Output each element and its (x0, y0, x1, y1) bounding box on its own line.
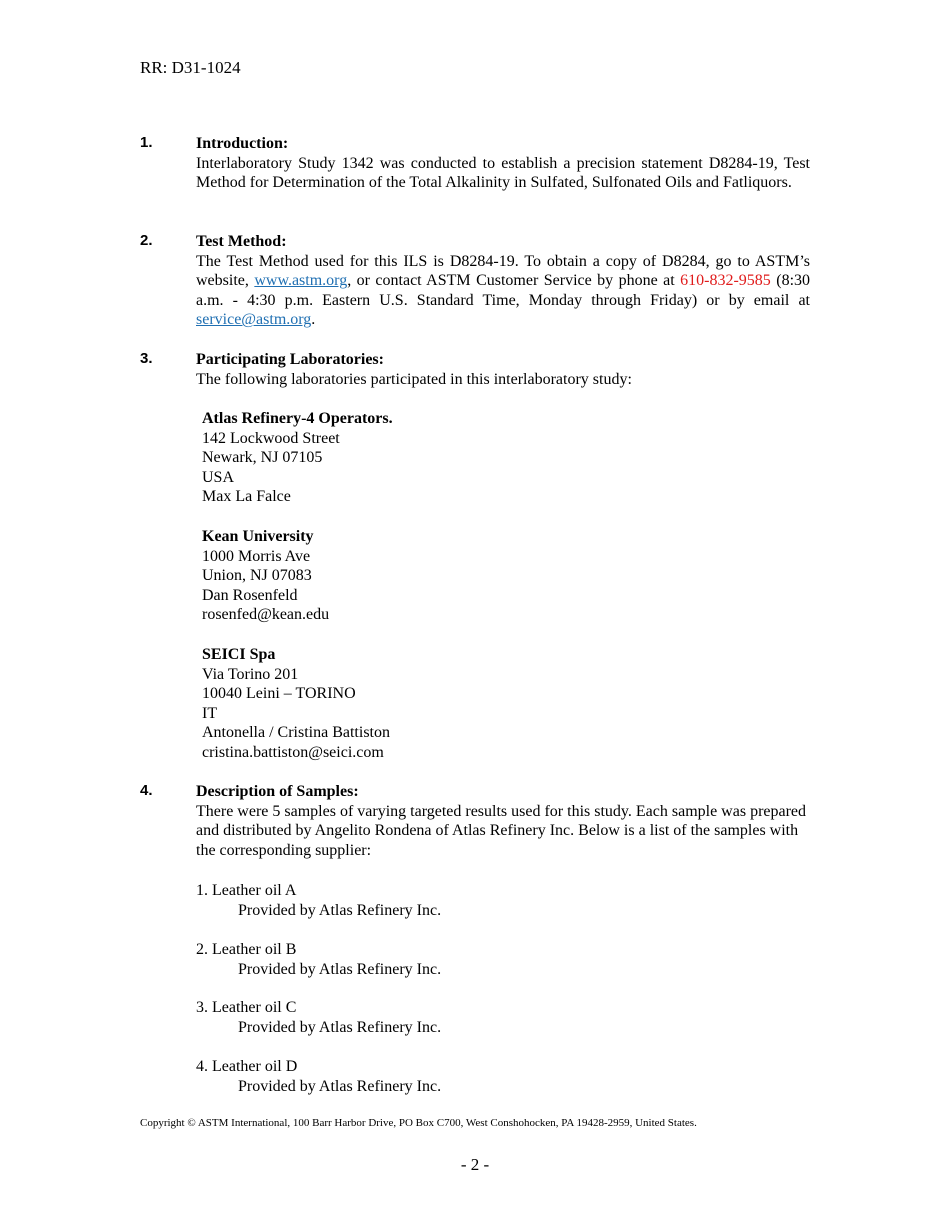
lab-line: Union, NJ 07083 (202, 567, 312, 585)
test-method-text-b: , or contact ASTM Customer Service by phone at (347, 272, 681, 290)
lab-line: IT (202, 704, 218, 722)
sample-label: 3. Leather oil C (196, 999, 297, 1016)
sample-provider: Provided by Atlas Refinery Inc. (238, 901, 442, 919)
section-test-method (196, 232, 810, 330)
introduction-text: Interlaboratory Study 1342 was conducted to establish a precision statement D8284-19, Test Method for Determination of the Total Alkalinity in Sulfated, Sulfonated Oils and Fatliquors. (196, 154, 810, 192)
lab-line: Newark, NJ 07105 (202, 449, 323, 467)
sample-label: 1. Leather oil A (196, 882, 297, 899)
section-number-samples: 4. (140, 782, 153, 799)
lab-line: Via Torino 201 (202, 665, 299, 683)
section-samples (196, 782, 810, 860)
section-number-labs: 3. (140, 350, 153, 367)
sample-label: 2. Leather oil B (196, 941, 297, 958)
lab-line: USA (202, 468, 235, 486)
astm-website-link[interactable]: www.astm.org (254, 272, 348, 290)
section-title-labs: Participating Laboratories: (196, 351, 384, 368)
service-email-link[interactable]: service@astm.org (196, 311, 312, 329)
sample-provider: Provided by Atlas Refinery Inc. (238, 1077, 442, 1095)
section-number-introduction: 1. (140, 134, 153, 151)
lab-name: Atlas Refinery-4 Operators. (202, 410, 393, 427)
report-header: RR: D31-1024 (140, 58, 241, 77)
page-number: - 2 - (460, 1155, 490, 1174)
copyright-footer: Copyright © ASTM International, 100 Barr Harbor Drive, PO Box C700, West Conshohocken, PA 19428-2959, United States. (140, 1117, 697, 1129)
sample-provider: Provided by Atlas Refinery Inc. (238, 1018, 442, 1036)
sample-item (196, 881, 441, 920)
test-method-text (196, 252, 810, 330)
lab-line: rosenfed@kean.edu (202, 606, 330, 624)
samples-text: There were 5 samples of varying targeted results used for this study. Each sample was prepared and distributed by Angelito Rondena of Atlas Refinery Inc. Below is a list of the samples with the corresponding supplier: (196, 802, 807, 859)
test-method-text-c: (8:30 a.m. - 4:30 p.m. Eastern U.S. Standard Time, Monday through Friday) or by email at (196, 272, 811, 309)
sample-label: 4. Leather oil D (196, 1058, 298, 1075)
sample-item (196, 940, 441, 979)
sample-item (196, 1057, 441, 1096)
sample-provider: Provided by Atlas Refinery Inc. (238, 960, 442, 978)
lab-line: cristina.battiston@seici.com (202, 743, 384, 761)
section-introduction (196, 134, 810, 193)
section-title-samples: Description of Samples: (196, 783, 359, 800)
labs-intro-text: The following laboratories participated in this interlaboratory study: (196, 370, 632, 388)
section-number-test-method: 2. (140, 232, 153, 249)
lab-name: SEICI Spa (202, 646, 276, 663)
lab-name: Kean University (202, 528, 314, 545)
phone-number: 610-832-9585 (680, 272, 771, 290)
section-title-test-method: Test Method: (196, 233, 287, 250)
section-labs (196, 350, 810, 389)
lab-entry (202, 645, 390, 763)
lab-line: Dan Rosenfeld (202, 586, 298, 604)
test-method-text-a: The Test Method used for this ILS is D8284-19. To obtain a copy of D8284, go to ASTM’s website, (196, 252, 810, 290)
lab-line: 142 Lockwood Street (202, 429, 340, 447)
sample-item (196, 998, 441, 1037)
test-method-text-d: . (311, 311, 316, 329)
lab-line: Max La Falce (202, 488, 291, 506)
section-title-introduction: Introduction: (196, 135, 289, 152)
lab-entry (202, 527, 329, 625)
lab-entry (202, 409, 393, 507)
lab-line: 10040 Leini – TORINO (202, 685, 356, 703)
lab-line: 1000 Morris Ave (202, 547, 311, 565)
lab-line: Antonella / Cristina Battiston (202, 724, 390, 742)
